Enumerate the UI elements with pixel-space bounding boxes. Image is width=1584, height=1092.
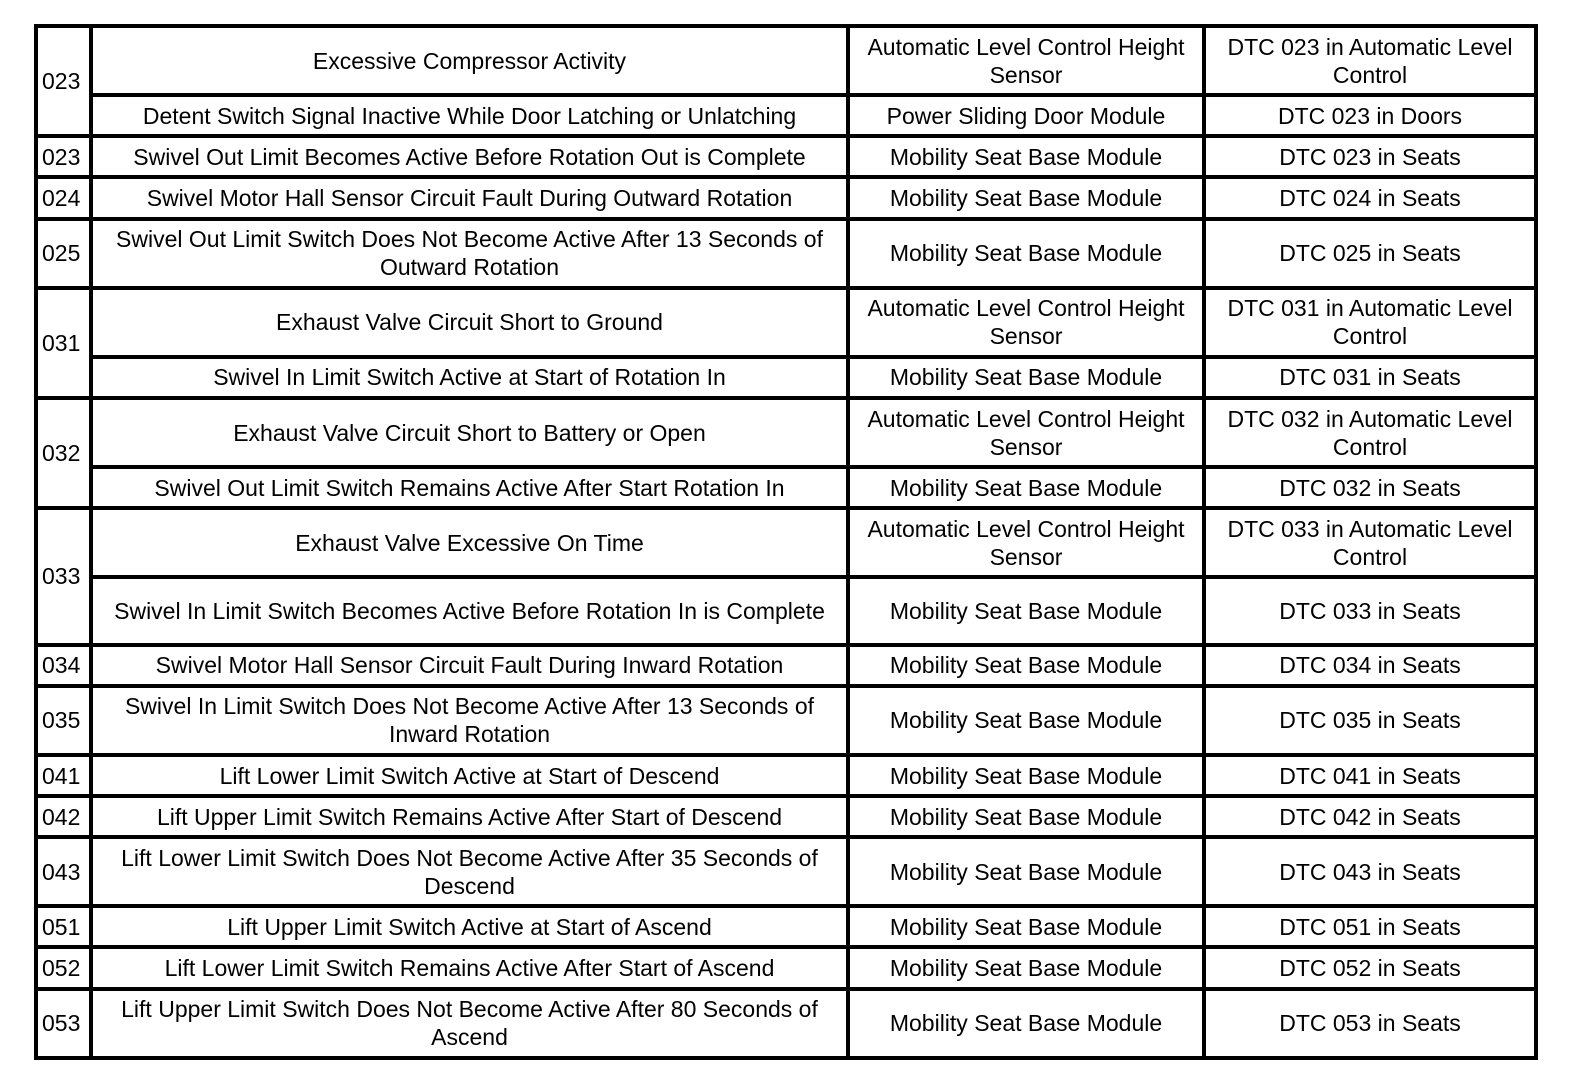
dtc-code-cell: 024 — [36, 177, 91, 218]
module-cell: Mobility Seat Base Module — [848, 136, 1204, 177]
description-cell: Swivel Out Limit Switch Remains Active After Start Rotation In — [91, 467, 848, 508]
module-cell: Mobility Seat Base Module — [848, 467, 1204, 508]
table-row — [36, 906, 1536, 947]
module-cell: Mobility Seat Base Module — [848, 577, 1204, 644]
module-cell: Automatic Level Control Height Sensor — [848, 26, 1204, 95]
table-row — [36, 837, 1536, 906]
module-cell: Mobility Seat Base Module — [848, 177, 1204, 218]
description-cell: Lift Upper Limit Switch Does Not Become Active After 80 Seconds of Ascend — [91, 989, 848, 1058]
dtc-reference-cell: DTC 023 in Automatic Level Control — [1204, 26, 1536, 95]
table-row — [36, 219, 1536, 288]
dtc-code-cell: 035 — [36, 686, 91, 755]
dtc-code-cell: 041 — [36, 755, 91, 796]
dtc-code-cell: 052 — [36, 947, 91, 988]
table-row — [36, 686, 1536, 755]
description-cell: Lift Lower Limit Switch Remains Active After Start of Ascend — [91, 947, 848, 988]
dtc-reference-cell: DTC 025 in Seats — [1204, 219, 1536, 288]
description-cell: Lift Lower Limit Switch Does Not Become Active After 35 Seconds of Descend — [91, 837, 848, 906]
dtc-code-cell: 053 — [36, 989, 91, 1058]
table-row — [36, 947, 1536, 988]
description-cell: Exhaust Valve Circuit Short to Battery or Open — [91, 398, 848, 467]
dtc-reference-cell: DTC 042 in Seats — [1204, 796, 1536, 837]
description-cell: Detent Switch Signal Inactive While Door Latching or Unlatching — [91, 95, 848, 136]
module-cell: Mobility Seat Base Module — [848, 357, 1204, 398]
module-cell: Mobility Seat Base Module — [848, 906, 1204, 947]
module-cell: Power Sliding Door Module — [848, 95, 1204, 136]
module-cell: Automatic Level Control Height Sensor — [848, 508, 1204, 577]
dtc-reference-cell: DTC 023 in Seats — [1204, 136, 1536, 177]
description-cell: Swivel In Limit Switch Becomes Active Before Rotation In is Complete — [91, 577, 848, 644]
table-row — [36, 755, 1536, 796]
dtc-reference-cell: DTC 035 in Seats — [1204, 686, 1536, 755]
dtc-table — [34, 24, 1538, 1060]
table-row — [36, 288, 1536, 357]
dtc-reference-cell: DTC 052 in Seats — [1204, 947, 1536, 988]
description-cell: Swivel In Limit Switch Active at Start of Rotation In — [91, 357, 848, 398]
dtc-reference-cell: DTC 032 in Automatic Level Control — [1204, 398, 1536, 467]
dtc-code-cell: 033 — [36, 508, 91, 644]
description-cell: Exhaust Valve Circuit Short to Ground — [91, 288, 848, 357]
table-row — [36, 177, 1536, 218]
dtc-code-cell: 042 — [36, 796, 91, 837]
module-cell: Mobility Seat Base Module — [848, 796, 1204, 837]
dtc-reference-cell: DTC 034 in Seats — [1204, 645, 1536, 686]
dtc-reference-cell: DTC 051 in Seats — [1204, 906, 1536, 947]
dtc-reference-cell: DTC 043 in Seats — [1204, 837, 1536, 906]
module-cell: Automatic Level Control Height Sensor — [848, 398, 1204, 467]
dtc-code-cell: 051 — [36, 906, 91, 947]
dtc-reference-cell: DTC 033 in Seats — [1204, 577, 1536, 644]
dtc-reference-cell: DTC 031 in Automatic Level Control — [1204, 288, 1536, 357]
dtc-code-cell: 034 — [36, 645, 91, 686]
module-cell: Mobility Seat Base Module — [848, 837, 1204, 906]
table-row — [36, 467, 1536, 508]
module-cell: Automatic Level Control Height Sensor — [848, 288, 1204, 357]
description-cell: Swivel Motor Hall Sensor Circuit Fault During Outward Rotation — [91, 177, 848, 218]
description-cell: Exhaust Valve Excessive On Time — [91, 508, 848, 577]
table-row — [36, 398, 1536, 467]
description-cell: Swivel Motor Hall Sensor Circuit Fault During Inward Rotation — [91, 645, 848, 686]
table-row — [36, 989, 1536, 1058]
table-row — [36, 508, 1536, 577]
description-cell: Excessive Compressor Activity — [91, 26, 848, 95]
dtc-reference-cell: DTC 033 in Automatic Level Control — [1204, 508, 1536, 577]
table-row — [36, 95, 1536, 136]
table-row — [36, 357, 1536, 398]
table-row — [36, 577, 1536, 644]
dtc-reference-cell: DTC 041 in Seats — [1204, 755, 1536, 796]
table-row — [36, 26, 1536, 95]
dtc-reference-cell: DTC 024 in Seats — [1204, 177, 1536, 218]
dtc-code-cell: 031 — [36, 288, 91, 398]
table-row — [36, 645, 1536, 686]
module-cell: Mobility Seat Base Module — [848, 755, 1204, 796]
table-row — [36, 136, 1536, 177]
description-cell: Swivel Out Limit Switch Does Not Become Active After 13 Seconds of Outward Rotation — [91, 219, 848, 288]
description-cell: Lift Lower Limit Switch Active at Start of Descend — [91, 755, 848, 796]
dtc-reference-cell: DTC 023 in Doors — [1204, 95, 1536, 136]
dtc-code-cell: 023 — [36, 26, 91, 136]
module-cell: Mobility Seat Base Module — [848, 219, 1204, 288]
dtc-code-cell: 043 — [36, 837, 91, 906]
dtc-code-cell: 023 — [36, 136, 91, 177]
description-cell: Lift Upper Limit Switch Active at Start of Ascend — [91, 906, 848, 947]
module-cell: Mobility Seat Base Module — [848, 947, 1204, 988]
module-cell: Mobility Seat Base Module — [848, 989, 1204, 1058]
module-cell: Mobility Seat Base Module — [848, 686, 1204, 755]
table-row — [36, 796, 1536, 837]
dtc-code-cell: 025 — [36, 219, 91, 288]
module-cell: Mobility Seat Base Module — [848, 645, 1204, 686]
description-cell: Swivel Out Limit Becomes Active Before Rotation Out is Complete — [91, 136, 848, 177]
dtc-reference-cell: DTC 032 in Seats — [1204, 467, 1536, 508]
description-cell: Lift Upper Limit Switch Remains Active After Start of Descend — [91, 796, 848, 837]
dtc-reference-cell: DTC 053 in Seats — [1204, 989, 1536, 1058]
dtc-reference-cell: DTC 031 in Seats — [1204, 357, 1536, 398]
dtc-code-cell: 032 — [36, 398, 91, 508]
description-cell: Swivel In Limit Switch Does Not Become Active After 13 Seconds of Inward Rotation — [91, 686, 848, 755]
